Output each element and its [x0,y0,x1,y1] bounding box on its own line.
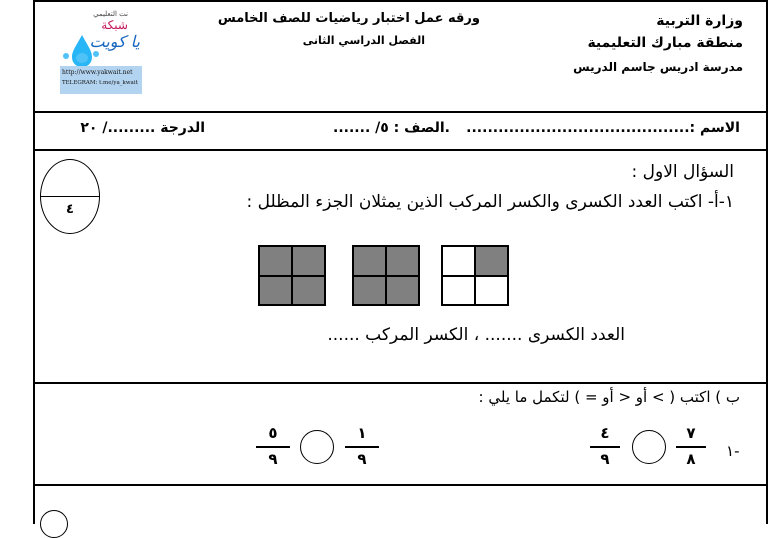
fraction-bar [676,446,706,448]
divider-header [33,111,768,113]
district-name: منطقة مبارك التعليمية [587,35,743,51]
student-class-field: .الصف : ٥/ ....... [333,120,450,136]
denominator: ٩ [357,450,367,468]
grid-cell [292,246,325,276]
grid-cell [259,246,292,276]
student-name-field: الاسم :.......................................... [466,120,740,136]
logo-telegram: TELEGRAM: t.me/ya_kwait [62,80,138,86]
item-number: -١ [726,442,740,460]
grid-cell [442,246,475,276]
grid-cell [292,276,325,306]
grid-cell [353,246,386,276]
student-grade-field: الدرجة ........./ ٢٠ [80,120,205,136]
compare-circle-1[interactable] [632,430,666,464]
site-logo [60,10,142,95]
score-ellipse [40,159,100,234]
grid-cell [386,276,419,306]
logo-url: http://www.yakwait.net [62,69,133,76]
top-border [33,0,768,2]
fraction-right-1 [676,425,706,468]
worksheet-title: ورقه عمل اختبار رياضيات للصف الخامس [217,11,480,26]
grid-cell [259,276,292,306]
grid-cell [475,246,508,276]
denominator: ٨ [686,450,696,468]
numerator: ٤ [600,424,610,442]
divider-student-line [33,149,768,151]
ministry-name: وزارة التربية [656,13,743,29]
divider-question1b [33,484,768,486]
divider-question1 [33,382,768,384]
school-name: مدرسة ادريس جاسم الدريس [573,60,743,74]
fraction-bar [590,446,620,448]
shaded-grid-3 [441,245,509,306]
question1-part-a: ١-أ- اكتب العدد الكسرى والكسر المركب الذين يمثلان الجزء المظلل : [246,192,734,212]
question1-title: السؤال الاول : [631,162,734,182]
semester: الفصل الدراسي الثانى [302,34,425,47]
grid-cell [475,276,508,306]
logo-brand-line1: شبكة [101,18,128,32]
next-score-ellipse-partial [40,510,68,538]
score-value: ٤ [66,202,74,217]
denominator: ٩ [268,450,278,468]
denominator: ٩ [600,450,610,468]
fraction-bar [256,446,290,448]
compare-circle-2[interactable] [300,430,334,464]
logo-top-text: نت التعليمي [93,10,128,18]
numerator: ١ [357,424,367,442]
fraction-right-2 [345,425,379,468]
grid-cell [386,246,419,276]
grid-cell [353,276,386,306]
fraction-left-1 [590,425,620,468]
logo-brand-line2: يا كويت [89,32,140,51]
score-divider [41,196,99,197]
shaded-grid-2 [352,245,420,306]
answer-line: العدد الكسرى ....... ، الكسر المركب ...... [327,325,625,345]
fraction-bar [345,446,379,448]
numerator: ٧ [686,424,696,442]
numerator: ٥ [268,424,278,442]
fraction-left-2 [256,425,290,468]
grid-cell [442,276,475,306]
question1b-instruction: ب ) اكتب ( > أو < أو = ) لتكمل ما يلي : [478,388,740,406]
shaded-grid-1 [258,245,326,306]
